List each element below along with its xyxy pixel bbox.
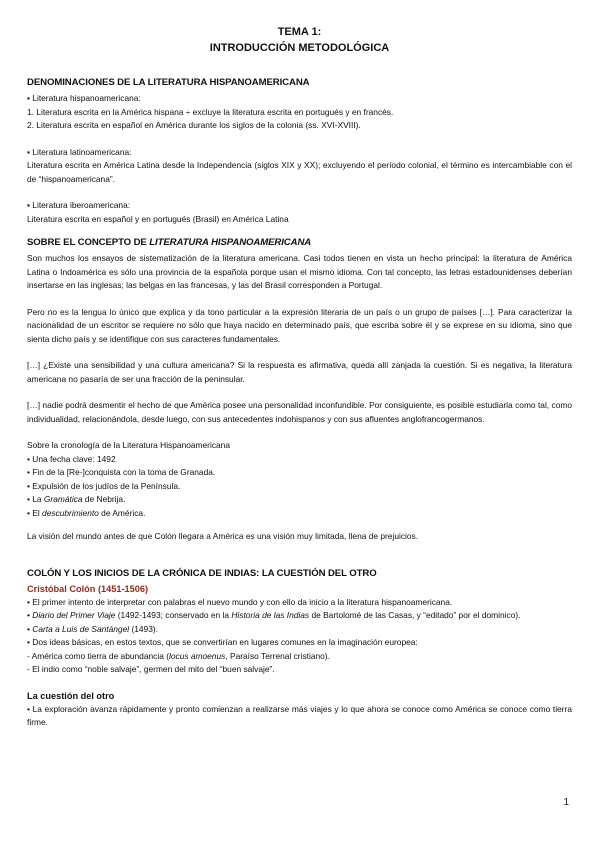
cronologia-closing: La visión del mundo antes de que Colón llegara a América es una visión muy limitada, llena de prejuicios. [27,531,419,541]
section-heading-denominaciones: DENOMINACIONES DE LA LITERATURA HISPANOAMERICANA [27,77,310,88]
section-heading-colon: COLÓN Y LOS INICIOS DE LA CRÓNICA DE INDIAS: LA CUESTIÓN DEL OTRO [27,567,377,579]
list-item: • Carta a Luis de Santángel (1493). [27,623,572,637]
list-item: • El primer intento de interpretar con palabras el nuevo mundo y con ello da inicio a la literatura hispanoamericana. [27,596,572,610]
list-item: • El descubrimiento de América. [27,507,572,521]
list-item: • La Gramática de Nebrija. [27,493,572,507]
list-item: • Expulsión de los judíos de la Península. [27,480,572,494]
concepto-paragraph-2: Pero no es la lengua lo único que explica y da tono particular a la expresión literaria de un país o un grupo de países […]. Para caracterizar la nacionalidad de un escritor se requiere no sólo que haya nacido en determinado país, que escriba sobre él y se exprese en su idioma, sino que sienta dicho país y se identifique con sus caracteres fundamentales. [27,306,572,344]
label-iberoamericana: ▪ Literatura iberoamericana: [27,199,572,213]
otro-bullet-1: • La exploración avanza rápidamente y pronto comienzan a realizarse más viajes y lo que ahora se conoce como América se conoce como tierra firme. [27,703,572,730]
list-item: • Fin de la [Re-]conquista con la toma de Granada. [27,466,572,480]
list-item: • Una fecha clave: 1492 [27,453,572,467]
label-latinoamericana: ▪ Literatura latinoamericana: [27,146,572,160]
concepto-paragraph-4: […] nadie podrá desmentir el hecho de que América posee una personalidad inconfundible. Por consiguiente, es posible estudiarla como tal, como individualidad, relacionándola, desde luego, con sus antecedentes indohispanos y con sus afluentes anglofrancogermanos. [27,400,572,424]
colon-idea-1: - América como tierra de abundancia (locus amoenus, Paraíso Terrenal cristiano). [27,650,330,661]
cronologia-list [27,453,572,521]
colon-idea-2: - El indio como “noble salvaje”, germen del mito del “buen salvaje”. [27,664,275,674]
page-title-line2: INTRODUCCIÓN METODOLÓGICA [209,42,390,54]
list-item: • Diario del Primer Viaje (1492-1493; conservado en la Historia de las Indias de Bartolomé de las Casas, y “editado” por el dominico). [27,609,572,623]
colon-list [27,596,572,650]
concepto-paragraph-3: […] ¿Existe una sensibilidad y una cultura americana? Si la respuesta es afirmativa, queda allí zanjada la cuestión. Si es negativa, la literatura americana no pasaría de ser una fracción de la peninsular. [27,360,572,384]
hisp-definition-1: 1. Literatura escrita en la América hispana ÷ excluye la literatura escrita en portugués y en francés. [27,106,394,117]
section-heading-concepto: SOBRE EL CONCEPTO DE LITERATURA HISPANOAMERICANA [27,237,312,248]
lat-definition: Literatura escrita en América Latina desde la Independencia (siglos XIX y XX); excluyendo el período colonial, el término es intercambiable con el de “hispanoamericana”. [27,160,572,184]
page-number: 1 [563,797,569,808]
subheading-cristobal-colon: Cristóbal Colón (1451-1506) [27,583,149,594]
list-item: • Dos ideas básicas, en estos textos, que se convertirían en lugares comunes en la imaginación europea: [27,636,572,650]
concepto-paragraph-1: Son muchos los ensayos de sistematización de la literatura americana. Casi todos tienen en vista un hecho principal: la literatura de América Latina o Indoamérica es sólo una provincia de la española porque usan el mismo idioma. Con tal concepto, las letras estadounidenses deberían insertarse en las inglesas; las belgas en las francesas, y las del Brasil corresponden a Portugal. [27,253,572,290]
label-hispanoamericana: ▪ Literatura hispanoamericana: [27,92,572,106]
subheading-cuestion-del-otro: La cuestión del otro [27,690,115,701]
ibero-definition: Literatura escrita en español y en portugués (Brasil) en América Latina [27,213,289,224]
hisp-definition-2: 2. Literatura escrita en español en América durante los siglos de la colonia (ss. XVI-XVIII). [27,120,361,130]
page-title-line1: TEMA 1: [277,26,322,38]
cronologia-heading: Sobre la cronología de la Literatura Hispanoamericana [27,440,230,450]
